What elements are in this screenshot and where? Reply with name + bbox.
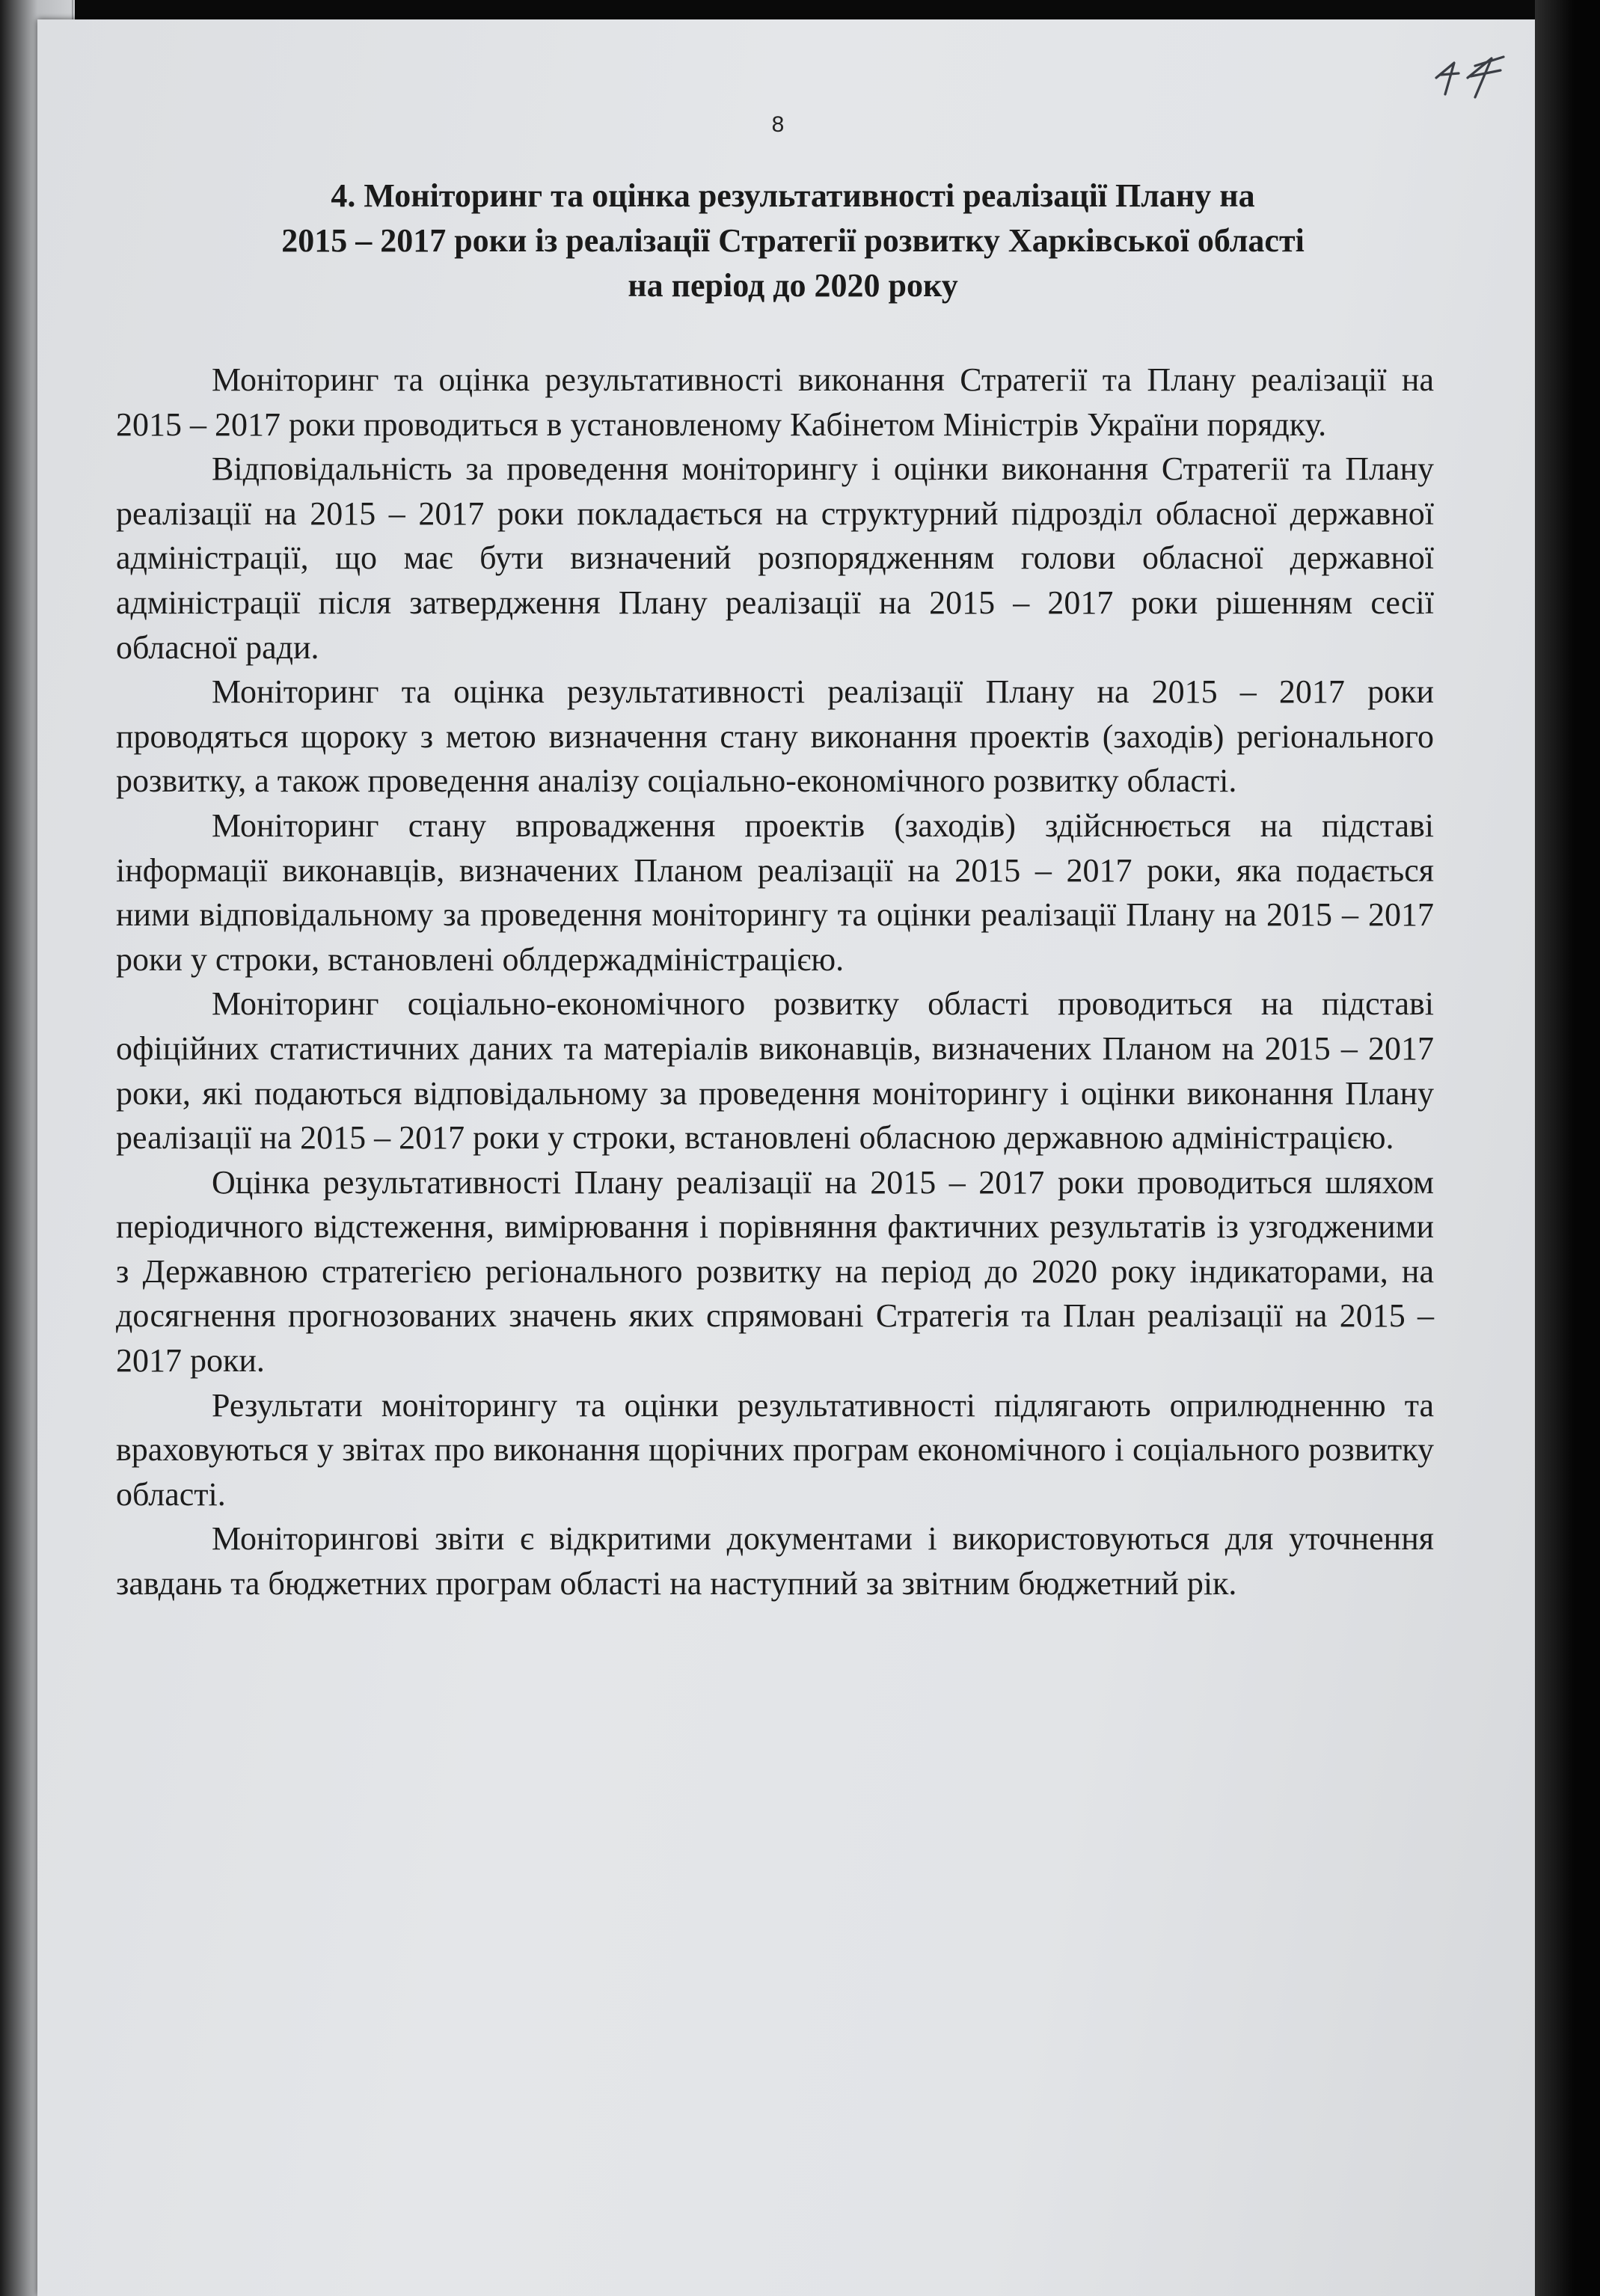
dark-margin-right [1535,0,1600,2296]
paragraph-responsibility: Відповідальність за проведення моніторингу і оцінки виконання Стратегії та Плану реалізації на 2015 – 2017 роки покладається на структурний підрозділ обласної державної адміністрації, що має бути визначений розпорядженням голови обласної державної адміністрації після затвердження Плану реалізації на 2015 – 2017 роки рішенням сесії обласної ради. [116,450,1434,666]
heading-line-1: 4. Моніторинг та оцінка результативності реалізації Плану на [331,177,1255,214]
paragraph-evaluation: Оцінка результативності Плану реалізації на 2015 – 2017 роки проводиться шляхом періодичного відстеження, вимірювання і порівняння фактичних результатів із узгодженими з Державною стратегією регіонального розвитку на період до 2020 року індикаторами, на досягнення прогнозованих значень яких спрямовані Стратегія та План реалізації на 2015 – 2017 роки. [116,1163,1434,1380]
paragraph-results-publication: Результати моніторингу та оцінки результативності підлягають оприлюдненню та враховуються у звітах про виконання щорічних програм економічного і соціального розвитку області. [116,1386,1434,1513]
paragraph-project-monitoring: Моніторинг стану впровадження проектів (заходів) здійснюється на підставі інформації виконавців, визначених Планом реалізації на 2015 – 2017 роки, яка подається ними відповідальному за проведення моніторингу та оцінки реалізації Плану на 2015 – 2017 роки у строки, встановлені облдержадміністрацією. [116,806,1434,978]
heading-line-2: 2015 – 2017 роки із реалізації Стратегії розвитку Харківської області [281,222,1305,259]
heading-line-3: на період до 2020 року [628,267,958,304]
paragraph-open-reports: Моніторингові звіти є відкритими документами і використовуються для уточнення завдань та бюджетних програм області на наступний за звітним бюджетний рік. [116,1520,1434,1602]
paragraph-annual-monitoring: Моніторинг та оцінка результативності реалізації Плану на 2015 – 2017 роки проводяться щороку з метою визначення стану виконання проектів (заходів) регіонального розвитку, а також проведення аналізу соціально-економічного розвитку області. [116,673,1434,800]
section-heading [157,174,1429,308]
body-text [116,358,1434,1606]
page-number: 8 [771,112,785,137]
paragraph-socio-economic-monitoring: Моніторинг соціально-економічного розвитку області проводиться на підставі офіційних статистичних даних та матеріалів виконавців, визначених Планом на 2015 – 2017 роки, які подаються відповідальному за проведення моніторингу і оцінки виконання Плану реалізації на 2015 – 2017 роки у строки, встановлені обласною державною адміністрацією. [116,985,1434,1157]
handwritten-folio-number [1429,48,1518,100]
paragraph-monitoring-procedure: Моніторинг та оцінка результативності виконання Стратегії та Плану реалізації на 2015 – 2017 роки проводиться в установленому Кабінетом Міністрів України порядку. [116,361,1434,443]
